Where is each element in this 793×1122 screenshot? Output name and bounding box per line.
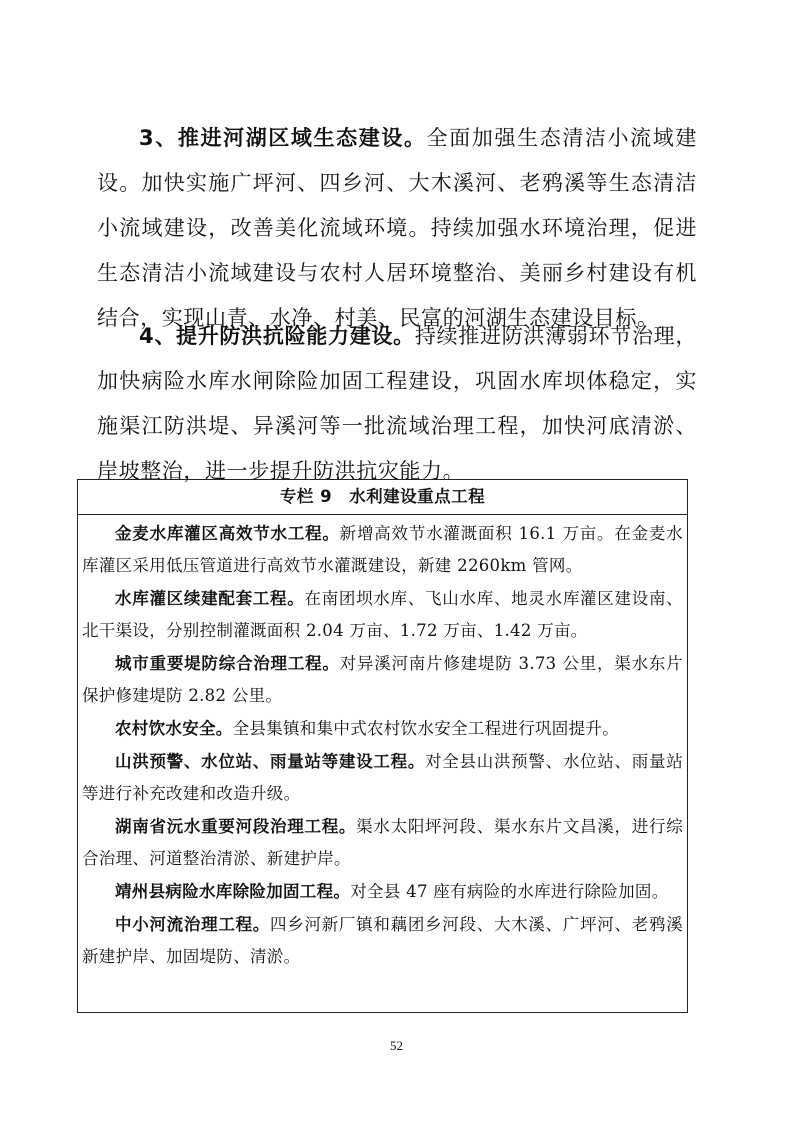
project-item-heading: 湖南省沅水重要河段治理工程。 [115, 817, 357, 836]
project-item-text: 四乡河新厂镇和藕团乡河段、大木溪、广坪河、老鸦溪新建护岸、加固堤防、清淤。 [82, 915, 684, 966]
project-item-text: 对异溪河南片修建堤防 3.73 公里，渠水东片保护修建堤防 2.82 公里。 [82, 654, 683, 705]
project-item-heading: 金麦水库灌区高效节水工程。 [115, 524, 340, 543]
project-item-heading: 靖州县病险水库除险加固工程。 [115, 882, 351, 901]
project-item [82, 713, 683, 745]
project-item-text: 渠水太阳坪河段、渠水东片文昌溪，进行综合治理、河道整治清淤、新建护岸。 [82, 817, 684, 868]
project-item-heading: 山洪预警、水位站、雨量站等建设工程。 [115, 752, 426, 771]
project-item [82, 811, 683, 875]
project-item-text: 在南团坝水库、飞山水库、地灵水库灌区建设南、北干渠设，分别控制灌溉面积 2.04 万亩、1.72 万亩、1.42 万亩。 [82, 589, 683, 640]
project-item-heading: 农村饮水安全。 [115, 719, 233, 738]
project-item [82, 746, 683, 810]
page-number: 52 [390, 1038, 403, 1053]
project-item [82, 648, 683, 712]
paragraph-text: 全面加强生态清洁小流域建设。加快实施广坪河、四乡河、大木溪河、老鸦溪等生态清洁小流域建设，改善美化流域环境。持续加强水环境治理，促进生态清洁小流域建设与农村人居环境整治、美丽乡村建设有机结合，实现山青、水净、村美、民富的河湖生态建设目标。 [97, 126, 697, 330]
project-item [82, 583, 683, 647]
feature-box-title: 专栏 9 水利建设重点工程 [78, 480, 687, 515]
feature-box-water-projects [77, 479, 688, 1013]
paragraph-flood-control [97, 314, 697, 494]
paragraph-ecological-construction [97, 116, 697, 341]
project-item [82, 518, 683, 582]
project-item [82, 876, 683, 908]
project-item-text: 新增高效节水灌溉面积 16.1 万亩。在金麦水库灌区采用低压管道进行高效节水灌溉建设，新建 2260km 管网。 [82, 524, 683, 575]
feature-box-body [78, 515, 687, 973]
project-item-text: 对全县 47 座有病险的水库进行除险加固。 [350, 882, 669, 901]
project-item-text: 全县集镇和集中式农村饮水安全工程进行巩固提升。 [232, 719, 620, 738]
project-item-heading: 城市重要堤防综合治理工程。 [115, 654, 340, 673]
project-item-text: 对全县山洪预警、水位站、雨量站等进行补充改建和改造升级。 [82, 752, 683, 803]
paragraph-heading: 3、推进河湖区域生态建设。 [139, 126, 427, 150]
project-item [82, 909, 683, 973]
paragraph-heading: 4、提升防洪抗险能力建设。 [139, 324, 415, 348]
paragraph-text: 持续推进防洪薄弱环节治理，加快病险水库水闸除险加固工程建设，巩固水库坝体稳定，实施渠江防洪堤、异溪河等一批流域治理工程，加快河底清淤、岸坡整治，进一步提升防洪抗灾能力。 [97, 324, 697, 483]
project-item-heading: 中小河流治理工程。 [115, 915, 271, 934]
project-item-heading: 水库灌区续建配套工程。 [115, 589, 305, 608]
